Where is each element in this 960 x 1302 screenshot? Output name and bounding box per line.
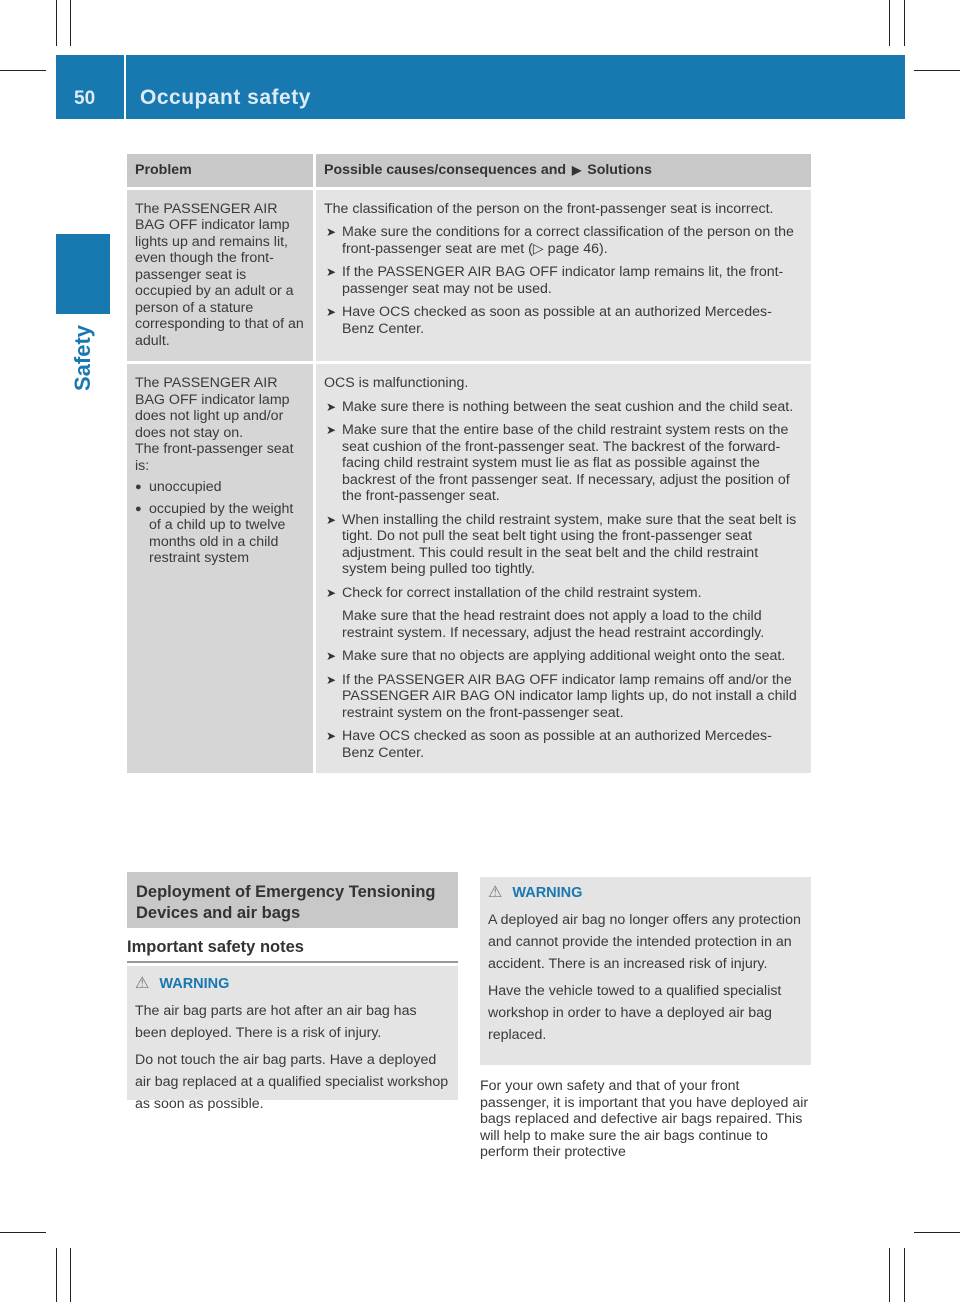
arrow-right-icon: ▶ (572, 163, 582, 177)
divider (127, 961, 458, 963)
list-item-text: unoccupied (149, 479, 222, 495)
crop-mark (70, 0, 71, 46)
table-row (127, 364, 811, 773)
step-arrow-icon: ➤ (326, 672, 337, 687)
solution-step (324, 648, 803, 665)
solution-step (324, 224, 803, 257)
problem-text: The front-passenger seat is: (135, 441, 294, 474)
warning-triangle-icon: ⚠ (135, 975, 150, 992)
side-tab-block (56, 234, 110, 314)
crop-mark (904, 0, 905, 46)
solution-cell (315, 364, 812, 773)
warning-triangle-icon: ⚠ (488, 884, 503, 901)
crop-mark (889, 0, 890, 46)
page-number: 50 (74, 88, 96, 109)
page-title: Occupant safety (140, 86, 311, 109)
step-arrow-icon: ➤ (326, 265, 337, 279)
warning-box (480, 877, 811, 1065)
step-arrow-icon: ➤ (326, 305, 337, 319)
column-header-solutions-text: Solutions (587, 162, 652, 178)
body-paragraph: For your own safety and that of your front passenger, it is important that you have deployed air bags replaced and defective air bags repaired. This will help to make sure the air bags continue to perform their protective (480, 1078, 809, 1160)
table-header-row (127, 154, 811, 187)
warning-label: WARNING (512, 885, 583, 901)
step-text: Have OCS checked as soon as possible at an authorized Mercedes-Benz Center. (342, 304, 772, 337)
solution-step (324, 585, 803, 602)
section-title: Deployment of Emergency Tensioning Devices and air bags (136, 883, 436, 922)
crop-mark (0, 70, 46, 71)
header-divider (124, 55, 126, 119)
cause-text: OCS is malfunctioning. (324, 375, 469, 391)
step-text: Make sure there is nothing between the seat cushion and the child seat. (342, 398, 794, 415)
step-arrow-icon: ➤ (326, 399, 337, 414)
crop-mark (914, 1232, 960, 1233)
step-arrow-icon: ➤ (326, 649, 337, 663)
solution-step (324, 264, 803, 297)
warning-text: Have the vehicle towed to a qualified specialist workshop in order to have a deployed air bag replaced. (488, 983, 782, 1043)
list-item (135, 479, 305, 496)
step-arrow-icon: ➤ (326, 225, 337, 239)
solution-step (324, 304, 803, 337)
step-text: If the PASSENGER AIR BAG OFF indicator lamp remains lit, the front-passenger seat may not be used. (342, 264, 784, 297)
problem-text: The PASSENGER AIR BAG OFF indicator lamp does not light up and/or does not stay on. (135, 375, 290, 441)
problem-cell: The PASSENGER AIR BAG OFF indicator lamp lights up and remains lit, even though the front-passenger seat is occupied by an adult or a person of a stature corresponding to that of an adult. (127, 190, 315, 362)
step-text: If the PASSENGER AIR BAG OFF indicator lamp remains off and/or the PASSENGER AIR BAG ON indicator lamp lights up, do not install a child restraint system on the front-passenger seat. (342, 671, 797, 721)
step-text: Make sure that the entire base of the child restraint system rests on the seat cushion of the front-passenger seat. The backrest of the forward-facing child restraint system must lie as flat as possible against the backrest of the front passenger seat. If necessary, adjust the position of the front-passenger seat. (342, 422, 790, 504)
bullet-icon: ● (135, 481, 142, 493)
step-text: Make sure that no objects are applying additional weight onto the seat. (342, 648, 786, 664)
column-header-causes-text: Possible causes/consequences and (324, 162, 567, 178)
step-arrow-icon: ➤ (326, 423, 337, 437)
crop-mark (70, 1248, 71, 1302)
step-arrow-icon: ➤ (326, 585, 337, 600)
solution-step (324, 422, 803, 505)
troubleshooting-table (127, 154, 811, 773)
side-tab-label: Safety (70, 324, 95, 392)
list-item-text: occupied by the weight of a child up to twelve months old in a child restraint system (149, 500, 294, 566)
crop-mark (0, 1232, 46, 1233)
solution-step (324, 512, 803, 578)
column-header-problem: Problem (127, 154, 315, 187)
step-arrow-icon: ➤ (326, 729, 337, 743)
step-arrow-icon: ➤ (326, 512, 337, 527)
warning-text: The air bag parts are hot after an air bag has been deployed. There is a risk of injury. (135, 1003, 417, 1041)
solution-cell (315, 190, 812, 362)
list-item (135, 501, 305, 567)
step-text: Have OCS checked as soon as possible at an authorized Mercedes-Benz Center. (342, 728, 772, 761)
solution-step (324, 728, 803, 761)
step-text: When installing the child restraint system, make sure that the seat belt is tight. Do not pull the seat belt tight using the front-passenger seat adjustment. This could result in the seat belt and the child restraint system being pulled too tightly. (342, 511, 797, 577)
warning-text: Do not touch the air bag parts. Have a deployed air bag replaced at a qualified specialist workshop as soon as possible. (135, 1052, 449, 1112)
step-text: Make sure the conditions for a correct classification of the person on the front-passenger seat are met (▷ page 46). (342, 224, 794, 257)
crop-mark (904, 1248, 905, 1302)
step-text: Check for correct installation of the child restraint system. (342, 584, 702, 601)
solution-step (324, 672, 803, 722)
side-tab (56, 318, 110, 398)
warning-label: WARNING (159, 976, 230, 992)
subsection-title: Important safety notes (127, 938, 304, 956)
warning-text: A deployed air bag no longer offers any protection and cannot provide the intended protection in an accident. There is an increased risk of injury. (488, 912, 801, 972)
crop-mark (914, 70, 960, 71)
crop-mark (889, 1248, 890, 1302)
problem-cell (127, 364, 315, 773)
table-row (127, 190, 811, 362)
step-note: Make sure that the head restraint does not apply a load to the child restraint system. If necessary, adjust the head restraint accordingly. (342, 608, 765, 641)
solution-step (324, 399, 803, 416)
crop-mark (56, 0, 57, 46)
crop-mark (56, 1248, 57, 1302)
bullet-icon: ● (135, 502, 142, 515)
column-header-causes (315, 154, 812, 187)
cause-text: The classification of the person on the front-passenger seat is incorrect. (324, 200, 774, 217)
warning-box (127, 966, 458, 1112)
